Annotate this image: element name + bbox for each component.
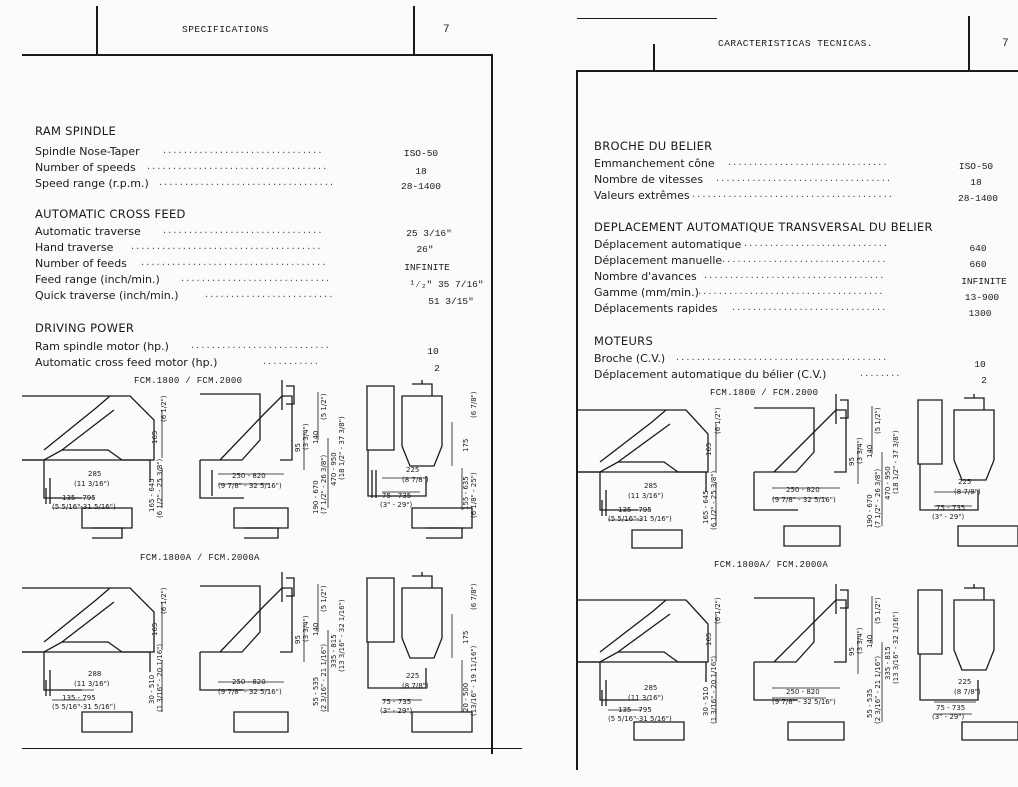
dim-label: 95 — [848, 457, 856, 466]
dim-label: (13 3/16" - 32 1/16") — [338, 599, 346, 672]
dim-label: (11 3/16") — [74, 680, 110, 688]
dim-label: (3" - 29") — [932, 713, 965, 721]
dimension-labels — [608, 478, 981, 523]
spec-row: Ram spindle motor (hp.) ........................... — [35, 340, 331, 353]
dim-label: 75 - 735 — [382, 492, 412, 500]
header-divider-left — [96, 6, 98, 54]
dim-label: (3" - 29") — [380, 707, 413, 715]
dim-label: (5 1/2") — [320, 585, 328, 612]
dim-label: 135 - 795 — [618, 506, 652, 514]
dim-label: (6 1/2") — [714, 597, 722, 624]
dim-label: 135 - 795 — [62, 494, 96, 502]
spec-value: 10 — [427, 346, 439, 357]
spec-label: Déplacements rapides — [594, 302, 718, 315]
dim-label: (3 3/4") — [302, 423, 310, 450]
section-title: BROCHE DU BELIER — [594, 139, 713, 153]
spec-row: Valeurs extrêmes ....................................... — [594, 189, 894, 202]
dim-label: 155 - 635 — [462, 476, 470, 510]
spec-value: 28-1400 — [401, 181, 441, 192]
dim-label: (5 1/2") — [874, 597, 882, 624]
section-title: MOTEURS — [594, 334, 654, 348]
dim-label: (5 5/16"-31 5/16") — [52, 703, 116, 711]
section-title: AUTOMATIC CROSS FEED — [35, 207, 186, 221]
dim-label: 190 - 670 — [866, 494, 874, 528]
spec-row: Hand traverse ..................................... — [35, 241, 323, 254]
dim-label: (11 3/16") — [628, 492, 664, 500]
dim-label: 335 - 815 — [330, 634, 338, 668]
dim-label: 95 — [294, 443, 302, 452]
drawing-caption: FCM.1800 / FCM.2000 — [710, 388, 819, 398]
spec-value: 660 — [969, 259, 987, 270]
dim-label: 225 — [406, 672, 420, 680]
spec-label: Number of feeds — [35, 257, 127, 270]
dim-label: (8 7/8") — [954, 688, 981, 696]
dim-label: (3 3/4") — [856, 437, 864, 464]
dim-label: (9 7/8" - 32 5/16") — [772, 496, 836, 504]
spec-row: Feed range (inch/min.) ............................. — [35, 273, 332, 286]
section-title: DRIVING POWER — [35, 321, 135, 335]
drawing-caption: FCM.1800 / FCM.2000 — [134, 376, 243, 386]
page-number: 7 — [1002, 38, 1009, 50]
dim-label: (5 5/16"-31 5/16") — [52, 503, 116, 511]
dim-label: (7 1/2" - 26 3/8") — [874, 468, 882, 528]
dim-label: 95 — [294, 635, 302, 644]
dim-label: (11 3/16") — [628, 694, 664, 702]
spec-row: Déplacement manuelle ................................ — [594, 254, 888, 267]
dim-label: (6 7/8") — [470, 391, 478, 418]
spec-label: Nombre d'avances — [594, 270, 697, 283]
dim-label: 175 — [462, 438, 470, 452]
dim-label: (5 5/16"-31 5/16") — [608, 715, 672, 723]
spec-value: INFINITE — [404, 262, 450, 273]
dim-label: (13 3/16" - 32 1/16") — [892, 611, 900, 684]
spec-value: 2 — [981, 375, 987, 386]
spec-label: Number of speeds — [35, 161, 136, 174]
dim-label: 55 - 535 — [312, 676, 320, 706]
dim-label: 285 — [88, 470, 102, 478]
spec-label: Déplacement manuelle — [594, 254, 723, 267]
spec-row: Number of feeds .................................... — [35, 257, 328, 270]
dim-label: (5 1/2") — [874, 407, 882, 434]
dim-label: (3 3/4") — [302, 615, 310, 642]
spec-label: Quick traverse (inch/min.) — [35, 289, 179, 302]
dim-label: 55 - 535 — [866, 688, 874, 718]
spec-value: 1300 — [968, 308, 992, 319]
spec-value: 25 3/16" — [406, 228, 452, 239]
spec-label: Automatic traverse — [35, 225, 141, 238]
spec-label: Gamme (mm/min.) — [594, 286, 699, 299]
dim-label: (7 1/2" - 26 3/8") — [320, 454, 328, 514]
section-title: RAM SPINDLE — [35, 124, 117, 138]
spec-row: Quick traverse (inch/min.) ......................... — [35, 289, 335, 302]
dim-label: (6 7/8") — [470, 583, 478, 610]
dim-label: 75 - 735 — [936, 504, 966, 512]
spec-value: 51 3/15" — [428, 296, 474, 307]
dim-label: 250 - 820 — [232, 678, 266, 686]
spec-row: Number of speeds ................................... — [35, 161, 329, 174]
spec-value: ¹⁄₂" 35 7/16" — [409, 279, 484, 290]
machine-drawing-top — [22, 380, 502, 550]
page-header: SPECIFICATIONS — [182, 24, 269, 35]
spec-row: Broche (C.V.) ......................................... — [594, 352, 889, 365]
dim-label: (1 3/16" - 20 1/16") — [156, 643, 164, 712]
dim-label: 135 - 795 — [62, 694, 96, 702]
spec-row: Spindle Nose-Taper ............................... — [35, 145, 324, 158]
vertical-dimension-labels — [148, 391, 478, 518]
page-number: 7 — [443, 24, 450, 36]
spec-label: Valeurs extrêmes — [594, 189, 690, 202]
dim-label: 165 — [151, 430, 159, 444]
spec-label: Automatic cross feed motor (hp.) — [35, 356, 218, 369]
spec-label: Nombre de vitesses — [594, 173, 704, 186]
drawing-caption: FCM.1800A / FCM.2000A — [140, 553, 260, 563]
dim-label: 250 - 820 — [786, 688, 820, 696]
dim-label: 20 - 500 — [462, 682, 470, 712]
dim-label: (8 7/8") — [954, 488, 981, 496]
right-page — [520, 0, 1018, 787]
dim-label: (6 1/2" - 25 3/8") — [156, 458, 164, 518]
dim-label: 285 — [644, 684, 658, 692]
spec-value: 13-900 — [964, 292, 1000, 303]
header-divider-left — [653, 44, 655, 70]
dim-label: 140 — [866, 634, 874, 648]
dim-label: 175 — [462, 630, 470, 644]
dim-label: (3 3/4") — [856, 627, 864, 654]
spec-label: Déplacement automatique — [594, 238, 742, 251]
dim-label: 285 — [644, 482, 658, 490]
header-divider-right — [413, 6, 415, 54]
dim-label: 165 - 645 — [702, 490, 710, 524]
dim-label: 140 — [866, 444, 874, 458]
dim-label: (18 1/2" - 37 3/8") — [892, 430, 900, 494]
section-title: DEPLACEMENT AUTOMATIQUE TRANSVERSAL DU BELIER — [594, 220, 933, 234]
dim-label: 470 - 950 — [884, 466, 892, 500]
machine-drawing-bottom — [22, 572, 502, 742]
dim-label: (5 5/16"-31 5/16") — [608, 515, 672, 523]
left-page — [0, 0, 500, 787]
drawing-caption: FCM.1800A/ FCM.2000A — [714, 560, 829, 570]
dim-label: 30 - 510 — [148, 674, 156, 704]
spec-value: 10 — [974, 359, 986, 370]
spec-value: 2 — [434, 363, 440, 374]
dim-label: 225 — [406, 466, 420, 474]
spec-row: Déplacement automatique du bélier (C.V.) ........ — [594, 368, 902, 381]
dim-label: (8 7/8") — [402, 682, 429, 690]
vertical-dimension-labels — [702, 407, 900, 530]
dim-label: (6 1/8" - 25") — [470, 472, 478, 518]
dim-label: (9 7/8" - 32 5/16") — [772, 698, 836, 706]
dim-label: (9 7/8" - 32 5/16") — [218, 482, 282, 490]
dim-label: (5 1/2") — [320, 393, 328, 420]
spec-row: Nombre de vitesses .................................. — [594, 173, 893, 186]
spec-value: 18 — [415, 166, 427, 177]
dim-label: 75 - 735 — [382, 698, 412, 706]
dim-label: 250 - 820 — [786, 486, 820, 494]
spec-row: Speed range (r.p.m.) .................................. — [35, 177, 336, 190]
dim-label: 225 — [958, 478, 972, 486]
spec-row: Emmanchement cône ............................... — [594, 157, 889, 170]
spec-label: Emmanchement cône — [594, 157, 715, 170]
dim-label: (8 7/8") — [402, 476, 429, 484]
dim-label: 225 — [958, 678, 972, 686]
dim-label: (13/16" - 19 11/16") — [470, 645, 478, 716]
machine-drawing-top — [578, 394, 1018, 554]
dim-label: 95 — [848, 647, 856, 656]
dim-label: (6 1/2") — [714, 407, 722, 434]
dim-label: (3" - 29") — [380, 501, 413, 509]
spec-label: Ram spindle motor (hp.) — [35, 340, 169, 353]
spec-label: Spindle Nose-Taper — [35, 145, 140, 158]
dim-label: 135 - 795 — [618, 706, 652, 714]
spec-label: Déplacement automatique du bélier (C.V.) — [594, 368, 827, 381]
header-rule — [22, 54, 492, 56]
vertical-dimension-labels — [148, 583, 478, 716]
dim-label: 190 - 670 — [312, 480, 320, 514]
spec-value: 26" — [416, 244, 434, 255]
dim-label: 30 - 510 — [702, 686, 710, 716]
spec-label: Speed range (r.p.m.) — [35, 177, 149, 190]
dimension-labels — [52, 670, 429, 715]
header-rule — [577, 70, 1018, 72]
dim-label: 140 — [312, 622, 320, 636]
header-divider-right — [968, 16, 970, 70]
spec-value: 640 — [969, 243, 987, 254]
dim-label: 140 — [312, 430, 320, 444]
spec-value: ISO-50 — [958, 161, 994, 172]
spec-row: Déplacements rapides .............................. — [594, 302, 888, 315]
spec-value: 18 — [970, 177, 982, 188]
footer-rule — [22, 748, 522, 749]
page-header: CARACTERISTICAS TECNICAS. — [718, 38, 874, 49]
dim-label: (3" - 29") — [932, 513, 965, 521]
dim-label: (1 3/16" - 20 1/16") — [710, 655, 718, 724]
dim-label: (6 1/2") — [160, 395, 168, 422]
spec-value: 28-1400 — [958, 193, 998, 204]
spec-row: Nombre d'avances ................................... — [594, 270, 886, 283]
spec-row: Automatic cross feed motor (hp.) ........... — [35, 356, 320, 369]
top-rule — [577, 18, 717, 19]
dim-label: 335 - 815 — [884, 646, 892, 680]
dim-label: (6 1/2") — [160, 587, 168, 614]
dim-label: 165 — [151, 622, 159, 636]
spec-row: Déplacement automatique ............................ — [594, 238, 890, 251]
dim-label: (2 3/16" - 21 1/16") — [874, 655, 882, 724]
spec-value: INFINITE — [961, 276, 1007, 287]
spec-row: Gamme (mm/min.) .................................... — [594, 286, 885, 299]
dim-label: 470 - 950 — [330, 452, 338, 486]
dim-label: (11 3/16") — [74, 480, 110, 488]
dim-label: 165 - 645 — [148, 478, 156, 512]
dim-label: 75 - 735 — [936, 704, 966, 712]
dim-label: 288 — [88, 670, 102, 678]
spec-value: ISO-50 — [403, 148, 439, 159]
spec-label: Hand traverse — [35, 241, 114, 254]
dim-label: 165 — [705, 442, 713, 456]
dim-label: 250 - 820 — [232, 472, 266, 480]
spec-label: Broche (C.V.) — [594, 352, 666, 365]
dim-label: (18 1/2" - 37 3/8") — [338, 416, 346, 480]
dim-label: (6 1/2" - 25 3/8") — [710, 470, 718, 530]
spec-row: Automatic traverse ............................... — [35, 225, 324, 238]
spec-label: Feed range (inch/min.) — [35, 273, 160, 286]
dim-label: (2 3/16" - 21 1/16") — [320, 643, 328, 712]
machine-drawing-bottom — [578, 584, 1018, 744]
dim-label: (9 7/8" - 32 5/16") — [218, 688, 282, 696]
dim-label: 165 — [705, 632, 713, 646]
